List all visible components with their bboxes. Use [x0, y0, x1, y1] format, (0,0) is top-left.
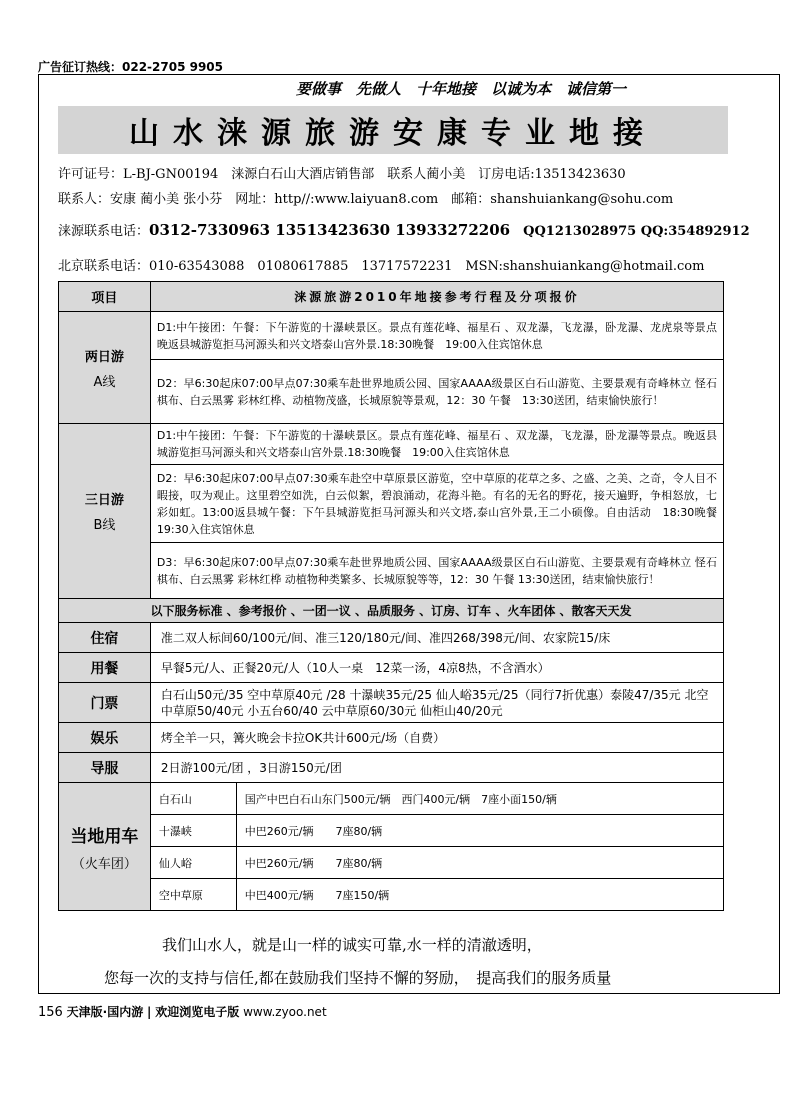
services-note: 以下服务标准 、参考报价 、一团一议 、品质服务 、订房、订车 、火车团体 、散客天天发	[59, 599, 724, 623]
service-text-tickets: 白石山50元/35 空中草原40元 /28 十瀑峡35元/25 仙人峪35元/25（同行7折优惠）泰陵47/35元 北空中草原50/40元 小五台60/40 云中草原60/30元 仙柜山40/20元	[150, 683, 723, 723]
laiyuan-phone-label: 涞源联系电话：	[58, 224, 150, 239]
route-a-day2-text: D2：早6:30起床07:00早点07:30乘车赴世界地质公园、国家AAAA级景区白石山游览、主要景观有奇峰林立 怪石棋布、白云黑雾 彩林红桦、动植物茂盛，长城原貌等景观，12：30 午餐 13:30送团，结束愉快旅行！	[150, 360, 723, 424]
beijing-phone-line: 北京联系电话：010-63543088 01080617885 13717572231 MSN:shanshuiankang@hotmail.com	[58, 259, 705, 274]
edition-label: 天津版·国内游	[66, 1005, 144, 1019]
car-place-kongzhongcaoyuan: 空中草原	[150, 879, 236, 911]
page-footer	[38, 1003, 327, 1020]
col-header-title: 涞源旅游2010年地接参考行程及分项报价	[150, 282, 723, 312]
service-row-meals	[59, 653, 724, 683]
route-a-day1	[59, 312, 724, 360]
service-row-lodging	[59, 623, 724, 653]
car-row-shipuxia	[59, 815, 724, 847]
col-header-item: 项目	[59, 282, 151, 312]
itinerary-table	[58, 281, 739, 911]
service-text-guide: 2日游100元/团 ，3日游150元/团	[150, 753, 723, 783]
license-line: 许可证号：L-BJ-GN00194 涞源白石山大酒店销售部 联系人蔺小美 订房电话:13513423630	[58, 167, 626, 182]
car-price-baishishan: 国产中巴白石山东门500元/辆 西门400元/辆 7座小面150/辆	[236, 783, 723, 815]
route-b-day2-text: D2：早6:30起床07:00早点07:30乘车赴空中草原景区游览，空中草原的花草之多、之盛、之美、之奇，令人目不暇接，叹为观止。这里碧空如洗，白云似絮，碧浪涌动，花海斗艳。有名的无名的野花，接天遍野，争相怒放，七彩如虹。13:00返县城午餐：下午县城游览拒马河源头和兴文塔,泰山宫外景,王二小硕像。自由活动 18:30晚餐 19:30入住宾馆休息	[150, 465, 723, 543]
closing-line-1: 我们山水人，就是山一样的诚实可靠,水一样的清澈透明，	[162, 936, 542, 954]
table-header-row	[59, 282, 724, 312]
route-b-day3-text: D3：早6:30起床07:00早点07:30乘车赴世界地质公园、国家AAAA级景区白石山游览、主要景观有奇峰林立 怪石棋布、白云黑雾 彩林红桦 动植物种类繁多、长城原貌等等，12：30 午餐 13:30送团，结束愉快旅行！	[150, 543, 723, 599]
car-place-shipuxia: 十瀑峡	[150, 815, 236, 847]
car-place-xianrenyu: 仙人峪	[150, 847, 236, 879]
service-label-entertainment: 娱乐	[59, 723, 151, 753]
service-row-tickets	[59, 683, 724, 723]
car-price-xianrenyu: 中巴260元/辆 7座80/辆	[236, 847, 723, 879]
route-b-day1	[59, 424, 724, 465]
route-b-day1-text: D1:中午接团：午餐：下午游览的十瀑峡景区。景点有莲花峰、福星石 、双龙瀑，飞龙瀑，卧龙瀑等景点。晚返县城游览拒马河源头和兴文塔泰山宫外景.18:30晚餐 19:00入住宾馆休息	[150, 424, 723, 465]
services-note-row	[59, 599, 724, 623]
qq-numbers: QQ1213028975 QQ:354892912	[523, 224, 750, 239]
service-label-tickets: 门票	[59, 683, 151, 723]
service-row-guide	[59, 753, 724, 783]
site-url: www.zyoo.net	[243, 1005, 327, 1019]
laiyuan-phone-line	[58, 220, 750, 239]
title-banner	[58, 106, 728, 154]
welcome-text: 欢迎浏览电子版	[155, 1005, 240, 1019]
slogan: 要做事 先做人 十年地接 以诚为本 诚信第一	[296, 80, 627, 98]
service-label-guide: 导服	[59, 753, 151, 783]
car-price-shipuxia: 中巴260元/辆 7座80/辆	[236, 815, 723, 847]
service-label-lodging: 住宿	[59, 623, 151, 653]
route-a-day2	[59, 360, 724, 424]
footer-separator: |	[147, 1005, 152, 1019]
route-b-label: 三日游 B线	[59, 424, 151, 599]
page-number: 156	[38, 1005, 63, 1020]
car-price-kongzhongcaoyuan: 中巴400元/辆 7座150/辆	[236, 879, 723, 911]
route-a-day1-text: D1:中午接团：午餐：下午游览的十瀑峡景区。景点有莲花峰、福星石 、双龙瀑，飞龙瀑，卧龙瀑、龙虎泉等景点晚返县城游览拒马河源头和兴文塔泰山宫外景.18:30晚餐 19:00入住宾馆休息	[150, 312, 723, 360]
car-row-baishishan	[59, 783, 724, 815]
route-a-label: 两日游 A线	[59, 312, 151, 424]
service-row-entertainment	[59, 723, 724, 753]
service-text-meals: 早餐5元/人、正餐20元/人（10人一桌 12菜一汤，4凉8热，不含酒水）	[150, 653, 723, 683]
car-row-xianrenyu	[59, 847, 724, 879]
page-title: 山水涞源旅游安康专业地接	[129, 116, 657, 151]
laiyuan-phones: 0312-7330963 13513423630 13933272206	[149, 221, 511, 239]
contact-line: 联系人：安康 蔺小美 张小芬 网址：http//:www.laiyuan8.com 邮箱：shanshuiankang@sohu.com	[58, 192, 674, 207]
car-row-kongzhongcaoyuan	[59, 879, 724, 911]
car-place-baishishan: 白石山	[150, 783, 236, 815]
car-label: 当地用车 （火车团）	[59, 783, 151, 911]
route-b-day3	[59, 543, 724, 599]
ad-hotline: 广告征订热线：022-2705 9905	[38, 60, 224, 74]
service-label-meals: 用餐	[59, 653, 151, 683]
closing-line-2: 您每一次的支持与信任,都在鼓励我们坚持不懈的努励， 提高我们的服务质量	[104, 969, 612, 987]
route-b-day2	[59, 465, 724, 543]
service-text-entertainment: 烤全羊一只，篝火晚会卡拉OK共计600元/场（自费）	[150, 723, 723, 753]
service-text-lodging: 准二双人标间60/100元/间、准三120/180元/间、准四268/398元/间、农家院15/床	[150, 623, 723, 653]
